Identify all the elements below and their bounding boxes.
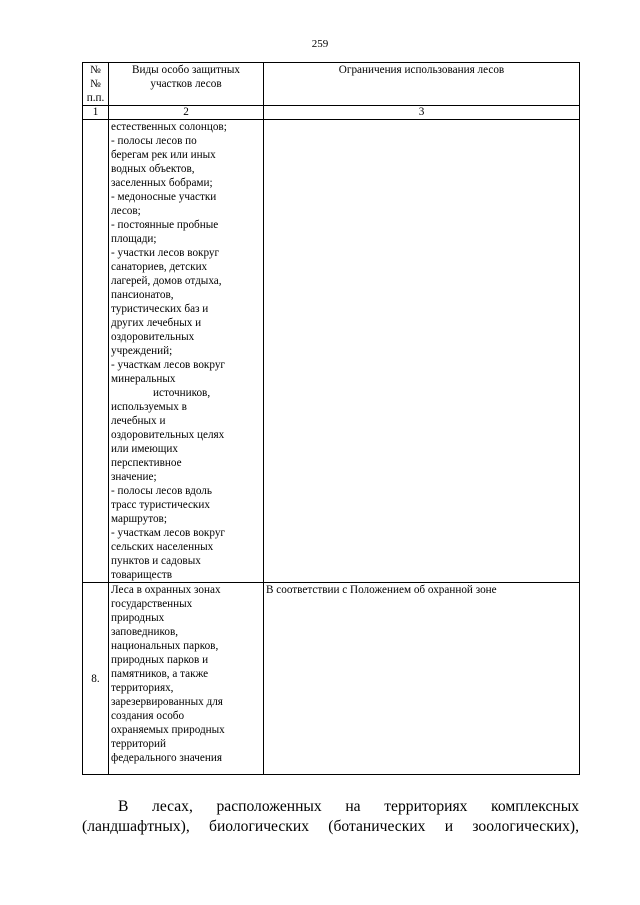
header-col-types-line: Виды особо защитных	[132, 64, 240, 76]
row-line: охраняемых природных	[111, 724, 225, 736]
row-line: туристических баз и	[111, 303, 209, 315]
row-line: - полосы лесов вдоль	[111, 485, 212, 497]
row-line: лечебных и	[111, 415, 166, 427]
row-line: товариществ	[111, 569, 173, 581]
row-line: - участкам лесов вокруг	[111, 359, 225, 371]
row-line: пансионатов,	[111, 289, 174, 301]
row-line: используемых в	[111, 401, 187, 413]
row-line: минеральных	[111, 373, 176, 385]
header-col-restrictions: Ограничения использования лесов	[264, 63, 580, 106]
header-col-number-line: п.п.	[86, 92, 105, 104]
header-col-types	[109, 63, 264, 106]
row-types-cell	[109, 120, 264, 583]
row-types-cell	[109, 583, 264, 775]
row-line: естественных солонцов;	[111, 121, 227, 133]
table-header-row	[83, 63, 580, 106]
row-line: значение;	[111, 471, 157, 483]
row-line: зарезервированных для	[111, 696, 223, 708]
paragraph-line: В лесах, расположенных на территориях комплексных	[118, 798, 579, 815]
row-line: берегам рек или иных	[111, 149, 216, 161]
row-line: площади;	[111, 233, 157, 245]
row-line: национальных парков,	[111, 640, 219, 652]
row-line: - постоянные пробные	[111, 219, 219, 231]
table-row	[83, 120, 580, 583]
row-line: федерального значения	[111, 752, 222, 764]
paragraph-line: (ландшафтных), биологических (ботанических и зоологических),	[82, 818, 579, 835]
row-line: сельских населенных	[111, 541, 214, 553]
row-number	[83, 120, 109, 583]
forest-restrictions-table	[82, 62, 580, 775]
row-line: пунктов и садовых	[111, 555, 201, 567]
row-line: лесов;	[111, 205, 141, 217]
row-line: памятников, а также	[111, 668, 209, 680]
column-number: 3	[264, 106, 580, 120]
row-restriction-cell: В соответствии с Положением об охранной зоне	[264, 583, 580, 775]
row-line: - участкам лесов вокруг	[111, 527, 225, 539]
row-line: заповедников,	[111, 626, 179, 638]
row-line: территорий	[111, 738, 166, 750]
row-line: заселенных бобрами;	[111, 177, 213, 189]
row-line: санаториев, детских	[111, 261, 208, 273]
row-line: учреждений;	[111, 345, 173, 357]
row-line: трасс туристических	[111, 499, 210, 511]
header-col-number-line: №№	[90, 64, 101, 90]
row-line: природных	[111, 612, 165, 624]
column-number: 1	[83, 106, 109, 120]
row-line: территориях,	[111, 682, 174, 694]
row-line: - медоносные участки	[111, 191, 217, 203]
row-line: Леса в охранных зонах	[111, 584, 221, 596]
row-line: водных объектов,	[111, 163, 195, 175]
column-number: 2	[109, 106, 264, 120]
header-col-types-line: участков лесов	[150, 78, 222, 90]
row-line: или имеющих	[111, 443, 178, 455]
row-line: создания особо	[111, 710, 185, 722]
row-line: других лечебных и	[111, 317, 202, 329]
row-line: оздоровительных	[111, 331, 195, 343]
row-line: оздоровительных целях	[111, 429, 225, 441]
row-line: маршрутов;	[111, 513, 167, 525]
column-numbers-row	[83, 106, 580, 120]
row-line: источников,	[153, 387, 211, 399]
row-line: природных парков и	[111, 654, 209, 666]
row-restriction-cell	[264, 120, 580, 583]
row-line: государственных	[111, 598, 193, 610]
row-number: 8.	[83, 583, 109, 775]
header-col-number	[83, 63, 109, 106]
page-number: 259	[311, 38, 329, 50]
row-line: - участки лесов вокруг	[111, 247, 220, 259]
table-row	[83, 583, 580, 775]
row-line: перспективное	[111, 457, 182, 469]
row-line: лагерей, домов отдыха,	[111, 275, 222, 287]
row-line: - полосы лесов по	[111, 135, 197, 147]
